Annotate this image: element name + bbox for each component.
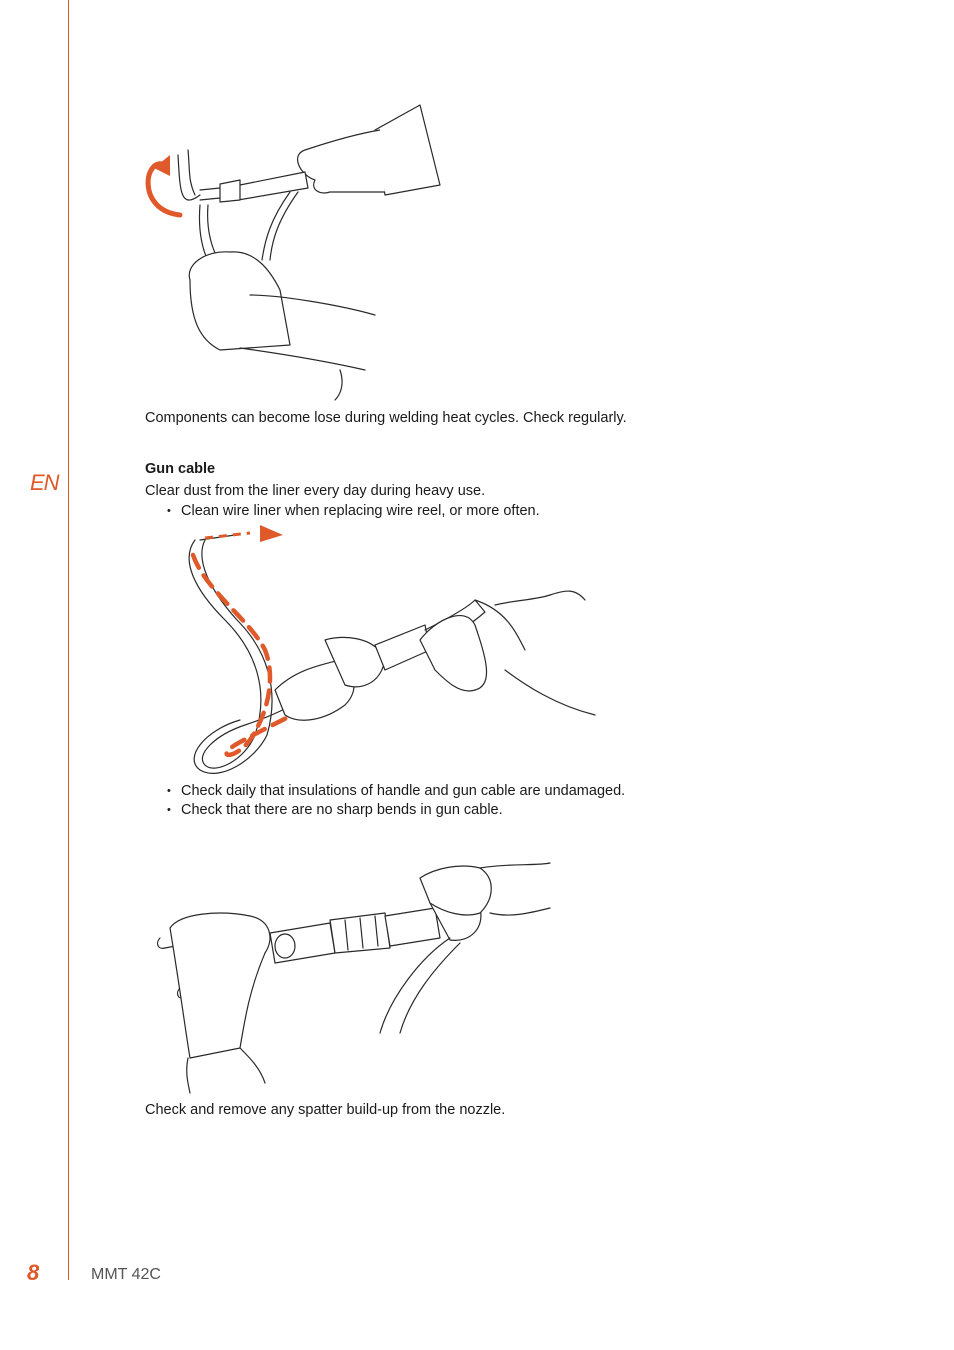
- list-item: • Clean wire liner when replacing wire reel, or more often.: [145, 502, 540, 521]
- nozzle-cleaning-illustration: [150, 858, 560, 1094]
- model-name: MMT 42C: [91, 1266, 161, 1283]
- page-number: 8: [27, 1260, 40, 1285]
- list-item: • Check that there are no sharp bends in gun cable.: [145, 801, 625, 820]
- gun-cable-bullet-list-2: [145, 782, 625, 820]
- gun-cable-bullet-list-1: [145, 502, 540, 521]
- gun-cable-liner-illustration: [175, 520, 615, 780]
- nozzle-caption: Check and remove any spatter build-up from the nozzle.: [145, 1102, 506, 1118]
- list-item: • Check daily that insulations of handle and gun cable are undamaged.: [145, 782, 625, 801]
- gun-cable-heading: Gun cable: [145, 461, 216, 477]
- gun-cable-intro: Clear dust from the liner every day during heavy use.: [145, 483, 486, 499]
- language-tab: EN: [30, 470, 59, 495]
- margin-rule: [68, 0, 69, 1280]
- pliers-tightening-illustration: [140, 100, 450, 405]
- components-caption: Components can become lose during welding heat cycles. Check regularly.: [145, 410, 627, 426]
